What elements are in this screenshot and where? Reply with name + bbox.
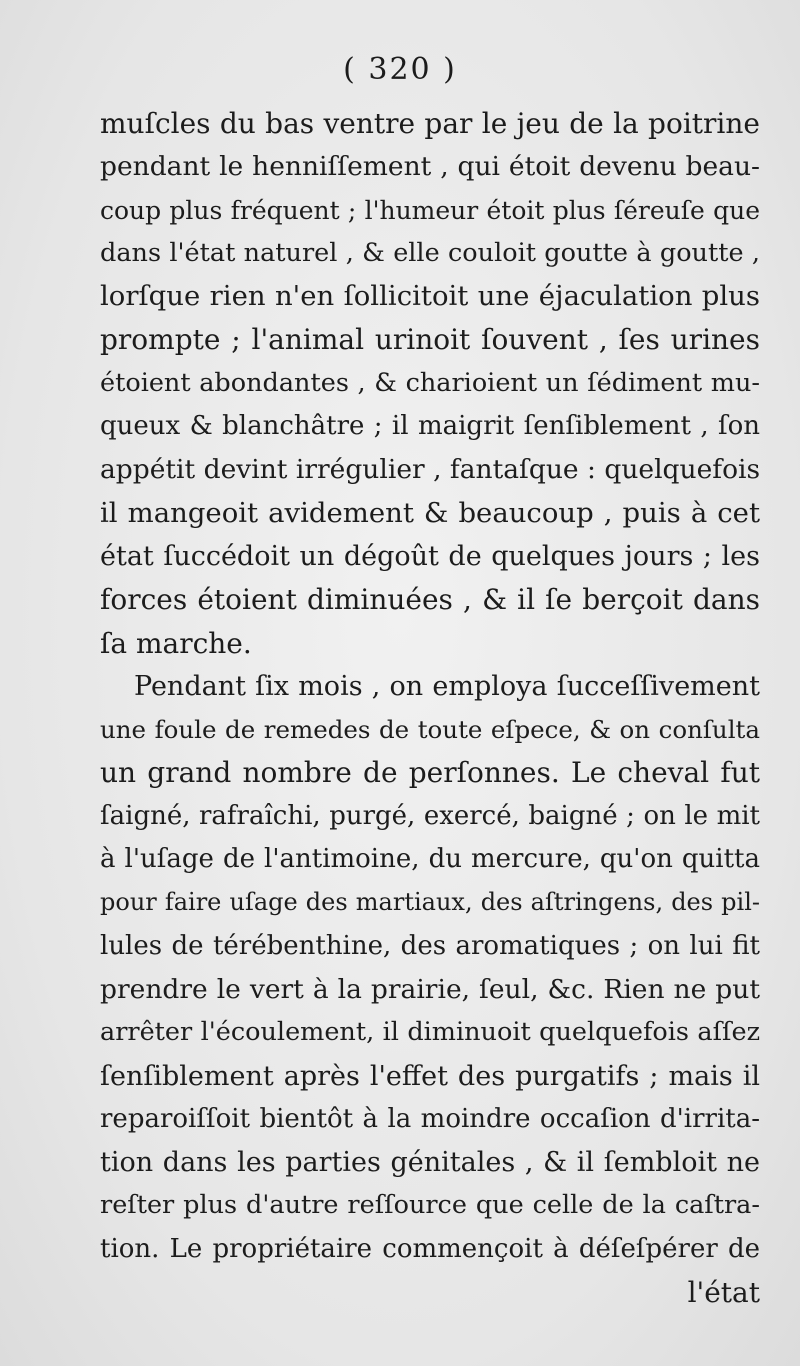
text-line: dans l'état naturel , & elle couloit goutte à goutte , (100, 237, 760, 268)
text-line: lorſque rien n'en ſollicitoit une éjaculation plus (100, 280, 760, 313)
text-line: tion dans les parties génitales , & il ſembloit ne (100, 1147, 760, 1179)
text-line: queux & blanchâtre ; il maigrit ſenſiblement , ſon (100, 411, 760, 442)
text-line: arrêter l'écoulement, il diminuoit quelquefois aſſez (100, 1017, 760, 1048)
text-line: reſter plus d'autre reſſource que celle de la caſtra- (100, 1190, 760, 1221)
text-line: état ſuccédoit un dégoût de quelques jours ; les (100, 540, 760, 572)
body-text (100, 102, 760, 1314)
text-line: forces étoient diminuées , & il ſe berçoit dans (100, 583, 760, 617)
text-line: lules de térébenthine, des aromatiques ; on lui fit (100, 930, 760, 961)
text-line: pour faire uſage des martiaux, des aſtringens, des pil- (100, 888, 760, 917)
text-line: il mangeoit avidement & beaucoup , puis à cet (100, 496, 760, 529)
catchword: l'état (687, 1276, 760, 1310)
text-line: ſaigné, rafraîchi, purgé, exercé, baigné ; on le mit (100, 800, 760, 831)
text-line: appétit devint irrégulier , fantaſque : quelquefois (100, 454, 761, 486)
text-line: reparoiſſoit bientôt à la moindre occaſion d'irrita- (100, 1103, 760, 1134)
paragraph-first-line: Pendant ſix mois , on employa ſucceſſivement (134, 670, 760, 702)
text-line: à l'uſage de l'antimoine, du mercure, qu'on quitta (100, 844, 760, 875)
text-line: un grand nombre de perſonnes. Le cheval fut (100, 756, 760, 790)
text-line: muſcles du bas ventre par le jeu de la poitrine (100, 107, 760, 140)
text-line: prompte ; l'animal urinoit ſouvent , ſes urines (100, 323, 760, 357)
text-line: prendre le vert à la prairie, ſeul, &c. Rien ne put (100, 973, 760, 1005)
text-line: coup plus fréquent ; l'humeur étoit plus ſéreuſe que (100, 195, 760, 225)
text-line: pendant le henniſſement , qui étoit devenu beau- (100, 151, 760, 183)
text-line: tion. Le propriétaire commençoit à déſeſpérer de (100, 1233, 760, 1264)
text-line: ſa marche. (100, 626, 252, 660)
text-line: étoient abondantes , & charioient un ſédiment mu- (100, 367, 760, 398)
text-line: ſenſiblement après l'effet des purgatifs ; mais il (100, 1060, 760, 1092)
text-line: une foule de remedes de toute eſpece, & on conſulta (100, 715, 760, 745)
page-number: ( 320 ) (343, 52, 457, 87)
